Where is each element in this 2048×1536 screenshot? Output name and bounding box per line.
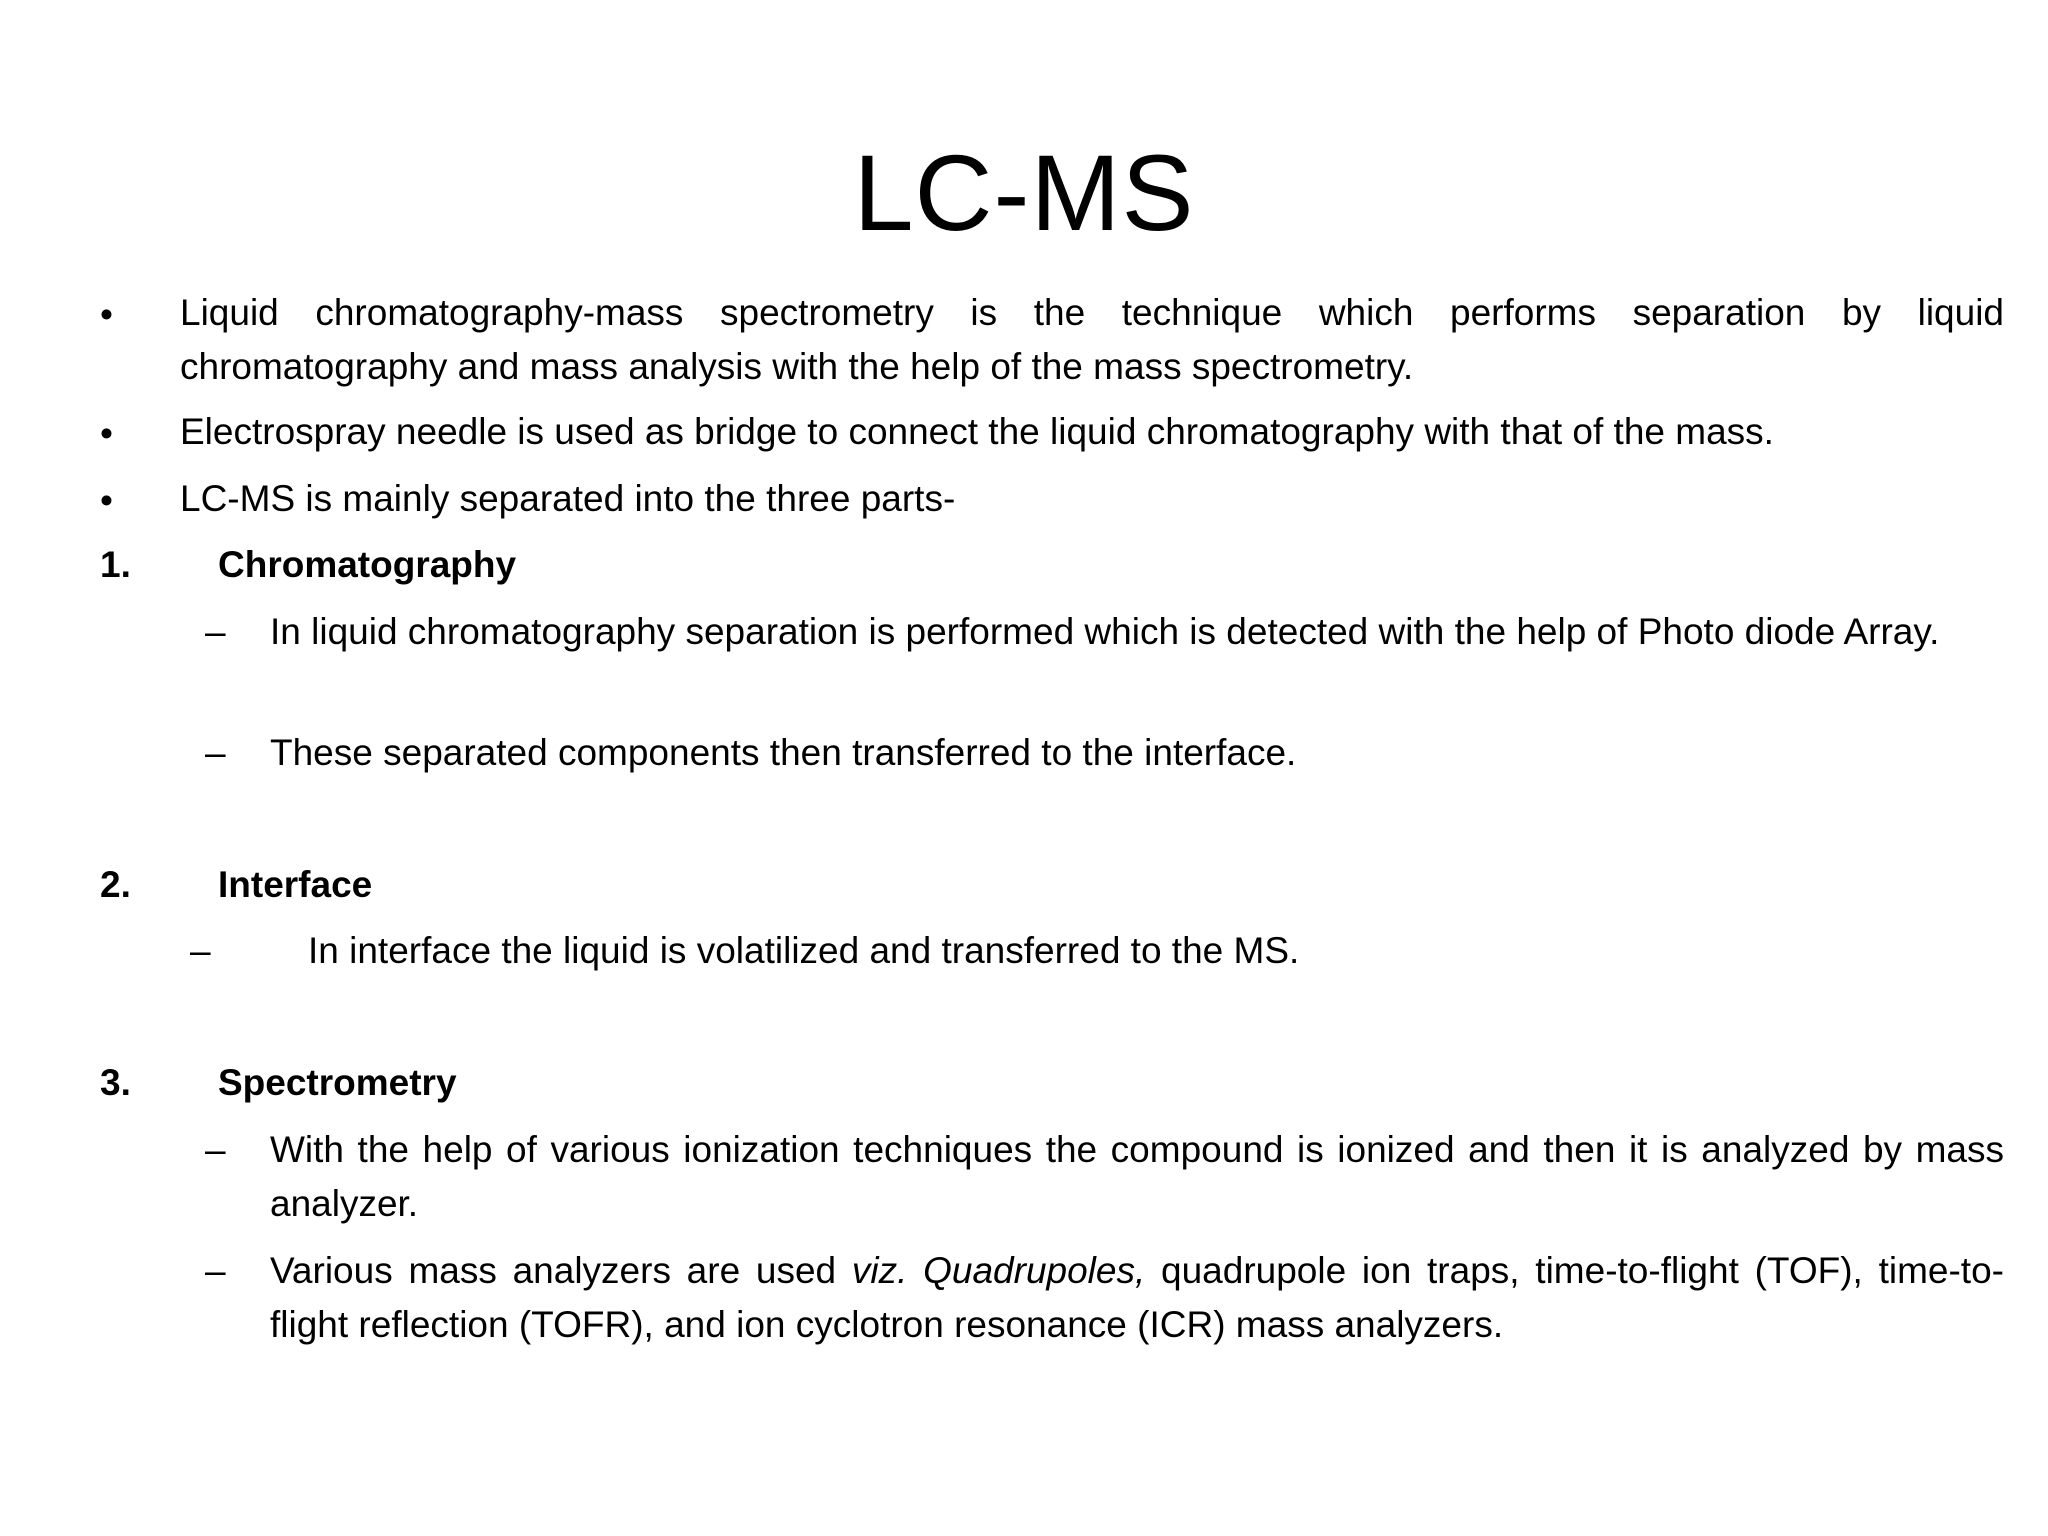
section-number: 1. [100,544,131,585]
section-heading: Chromatography [218,544,517,585]
sub-item-text-italic: viz. Quadrupoles, [851,1250,1146,1291]
bullet-marker: • [100,413,113,454]
sub-item-text: In interface the liquid is volatilized and transferred to the MS. [308,930,1300,971]
bullet-text: Electrospray needle is used as bridge to connect the liquid chromatography with that of the mass. [180,411,1774,452]
section-number: 2. [100,864,131,905]
bullet-marker: • [100,480,113,521]
section-number: 3. [100,1062,131,1103]
sub-item-text: In liquid chromatography separation is performed which is detected with the help of Photo diode Array. [270,611,1940,652]
section-heading: Spectrometry [218,1062,457,1103]
sub-item-marker: – [205,611,226,652]
sub-item-marker: – [190,930,211,971]
section-heading: Interface [218,864,373,905]
sub-item-marker: – [205,1129,226,1170]
sub-item-text [270,1244,2004,1352]
sub-item-text: These separated components then transferred to the interface. [270,732,1297,773]
bullet-marker: • [100,294,113,335]
sub-item-text-before: Various mass analyzers are used [270,1250,852,1291]
sub-item-text-after: quadrupole ion traps, time-to-flight (TOF), time-to-flight reflection (TOFR), and ion cyclotron resonance (ICR) mass analyzers. [270,1250,2004,1345]
slide-title: LC-MS [853,132,1195,253]
sub-item-marker: – [205,1250,226,1291]
sub-item-text: With the help of various ionization techniques the compound is ionized and then it is analyzed by mass analyzer. [270,1129,2004,1224]
sub-item-marker: – [205,732,226,773]
bullet-text: LC-MS is mainly separated into the three parts- [180,478,956,519]
bullet-text: Liquid chromatography-mass spectrometry is the technique which performs separation by liquid chromatography and mass analysis with the help of the mass spectrometry. [180,292,2004,387]
